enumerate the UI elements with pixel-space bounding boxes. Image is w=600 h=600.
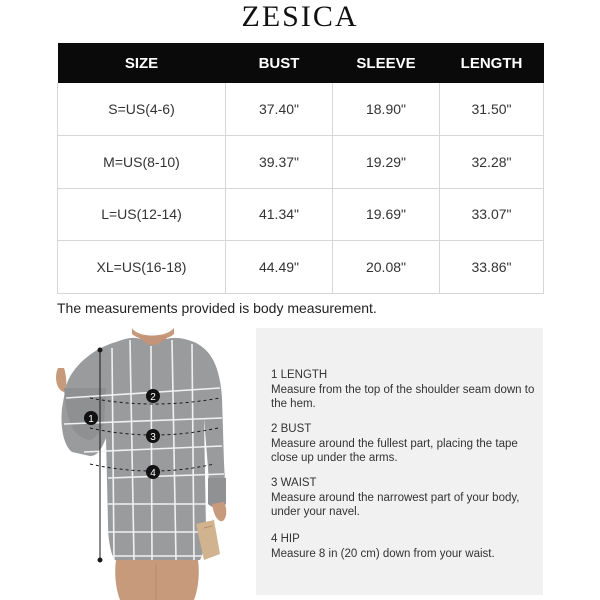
column-header-size: SIZE	[58, 43, 226, 83]
sleeve-cell: 19.29"	[333, 136, 440, 189]
bust-cell: 37.40"	[226, 83, 333, 136]
sleeve-cell: 19.69"	[333, 188, 440, 241]
column-header-sleeve: SLEEVE	[333, 43, 440, 83]
table-row	[58, 241, 544, 294]
size-cell: XL=US(16-18)	[58, 241, 226, 294]
guide-title: 2 BUST	[271, 423, 312, 435]
column-header-length: LENGTH	[440, 43, 544, 83]
measurement-note: The measurements provided is body measurement.	[57, 300, 377, 316]
size-chart-table	[57, 43, 544, 294]
column-header-bust: BUST	[226, 43, 333, 83]
marker-3-icon	[146, 429, 160, 443]
brand-logo: ZESICA	[241, 0, 359, 33]
sleeve-cell: 20.08"	[333, 241, 440, 294]
guide-text: Measure 8 in (20 cm) down from your waist.	[271, 547, 495, 560]
table-row	[58, 83, 544, 136]
measurement-guide-panel	[256, 328, 543, 595]
table-header-row	[58, 43, 544, 83]
model-right-hand	[212, 502, 226, 521]
guide-text: Measure around the narrowest part of your body, under your navel.	[271, 491, 520, 518]
guide-item-waist	[271, 476, 536, 520]
length-cell: 33.86"	[440, 241, 544, 294]
guide-text: Measure from the top of the shoulder seam down to the hem.	[271, 383, 535, 410]
svg-text:2: 2	[150, 392, 156, 403]
guide-item-hip	[271, 532, 536, 561]
bust-cell: 41.34"	[226, 188, 333, 241]
table-row	[58, 188, 544, 241]
length-cell: 32.28"	[440, 136, 544, 189]
size-cell: M=US(8-10)	[58, 136, 226, 189]
model-illustration	[54, 328, 244, 600]
guide-text: Measure around the fullest part, placing the tape close up under the arms.	[271, 437, 518, 464]
size-cell: S=US(4-6)	[58, 83, 226, 136]
length-cell: 31.50"	[440, 83, 544, 136]
guide-item-bust	[271, 422, 536, 466]
model-legs	[115, 560, 199, 600]
marker-1-icon	[84, 411, 98, 425]
length-cell: 33.07"	[440, 188, 544, 241]
size-cell: L=US(12-14)	[58, 188, 226, 241]
bust-cell: 44.49"	[226, 241, 333, 294]
svg-text:3: 3	[150, 432, 156, 443]
guide-title: 1 LENGTH	[271, 369, 328, 381]
marker-2-icon	[146, 389, 160, 403]
guide-item-length	[271, 368, 536, 412]
guide-title: 3 WAIST	[271, 477, 317, 489]
sleeve-cell: 18.90"	[333, 83, 440, 136]
marker-4-icon	[146, 465, 160, 479]
bust-cell: 39.37"	[226, 136, 333, 189]
svg-text:4: 4	[150, 468, 156, 479]
table-row	[58, 136, 544, 189]
svg-text:1: 1	[88, 414, 94, 425]
guide-title: 4 HIP	[271, 533, 300, 545]
